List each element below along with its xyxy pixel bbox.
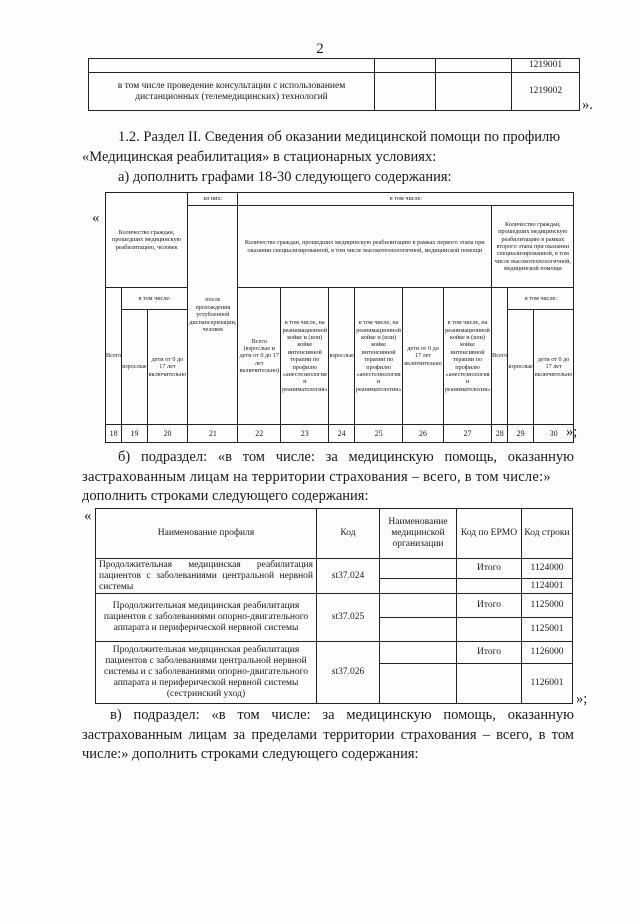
header-row-code: Код строки [522, 509, 573, 559]
item-v-w7: помощь, [443, 707, 496, 723]
item-b-w4: числе: [275, 449, 315, 465]
item-v2-w1: лицам [188, 727, 227, 743]
item-v2-w8: в [538, 727, 546, 743]
header-profile-name: Наименование профиля [96, 509, 317, 559]
profile-code-3: st37.026 [317, 642, 380, 704]
row-code-1124001: 1124001 [522, 579, 573, 594]
num-24: 24 [329, 424, 354, 442]
num-29: 29 [508, 424, 533, 442]
item-b-w2: «в [217, 449, 232, 465]
row-code-1125000: 1125000 [522, 594, 573, 618]
columns-table-open-quote: « [92, 210, 100, 226]
col19-header: взрослые [122, 310, 147, 424]
header-code: Код [317, 509, 380, 559]
section-heading-line1: 1.2. Раздел II. Сведения об оказании медицинской помощи по профилю [118, 129, 561, 145]
item-b-w1: подраздел: [140, 449, 208, 465]
table-row [96, 594, 573, 618]
profile-name-1: Продолжительная медицинская реабилитация пациентов с заболеваниями центральной нервной системы [96, 559, 317, 594]
item-b-line2: застрахованным лицам на территории страхования – всего, в том числе:» [82, 469, 551, 485]
section-heading-line2: «Медицинская реабилитация» в стационарных условиях: [82, 149, 437, 165]
col21-header: после прохождения углубленной диспансеризации, человек [188, 206, 238, 425]
item-b-w0: б) [118, 449, 131, 465]
col29-header: взрослые [508, 310, 533, 424]
item-v-w6: медицинскую [346, 707, 432, 723]
col25-header: в том числе, на реанимационной койке и (или) койке интенсивной терапии по профилю «анестезиология и реаниматология» [354, 288, 402, 425]
num-25: 25 [354, 424, 402, 442]
col19-20-group: в том числе: [122, 288, 188, 310]
top-table-close: ». [582, 97, 593, 113]
profile-name-3: Продолжительная медицинская реабилитация пациентов с заболеваниями центральной нервной системы и с заболеваниями опорно-двигательного аппарата и периферической нервной системы (сестринский уход) [96, 642, 317, 704]
profile-name-2: Продолжительная медицинская реабилитация пациентов с заболеваниями опорно-двигательного аппарата и периферической нервной системы [96, 594, 317, 642]
row-code-1125001: 1125001 [522, 618, 573, 642]
profile-table-close: »; [576, 691, 588, 707]
item-v-w4: числе: [271, 707, 311, 723]
item-v-w8: оказанную [507, 707, 574, 723]
columns-18-30-table [105, 192, 574, 443]
top-table [88, 58, 580, 111]
item-b-line3: дополнить строками следующего содержания: [82, 488, 369, 504]
row-code-1126001: 1126001 [522, 664, 573, 704]
profile-code-2: st37.025 [317, 594, 380, 642]
num-21: 21 [188, 424, 238, 442]
item-v2-w4: территории [323, 727, 395, 743]
row-code-1126000: 1126000 [522, 642, 573, 664]
item-v-line3: числе:» дополнить строками следующего содержания: [82, 746, 419, 762]
item-v2-w5: страхования [400, 727, 477, 743]
table-row [96, 559, 573, 579]
col26-header: дети от 0 до 17 лет включительно [403, 288, 444, 425]
num-30: 30 [533, 424, 574, 442]
col22-header: Всего (взрослые и дети от 0 до 17 лет включительно) [238, 288, 281, 425]
item-v-line1 [110, 706, 574, 725]
item-v2-w0: застрахованным [82, 727, 183, 743]
v-tom-chisle-top: в том числе: [238, 193, 574, 206]
header-org: Наименование медицинской организации [380, 509, 457, 559]
item-b-w6: медицинскую [348, 449, 434, 465]
row-code-1124000: 1124000 [522, 559, 573, 579]
columns-table-close: »; [566, 424, 578, 440]
col18-vsego: Всего [106, 288, 122, 425]
group-22-27-header: Количество граждан, прошедших медицинскую реабилитацию в рамках первого этапа при оказании специализированной, в том числе высокотехнологичной, медицинской помощи [238, 206, 492, 288]
profile-table-open-quote: « [84, 508, 92, 524]
num-20: 20 [147, 424, 188, 442]
num-19: 19 [122, 424, 147, 442]
col24-header: взрослые [329, 288, 354, 425]
num-26: 26 [403, 424, 444, 442]
item-b-w7: помощь, [444, 449, 497, 465]
itogo-1: Итого [457, 559, 522, 579]
item-v2-w6: – [482, 727, 490, 743]
num-27: 27 [443, 424, 491, 442]
num-23: 23 [281, 424, 329, 442]
profile-code-1: st37.024 [317, 559, 380, 594]
item-v-w3: том [237, 707, 260, 723]
item-v2-w9: том [551, 727, 574, 743]
item-v2-w3: пределами [251, 727, 318, 743]
item-b-w8: оказанную [507, 449, 574, 465]
itogo-3: Итого [457, 642, 522, 664]
item-v2-w7: всего, [496, 727, 533, 743]
code-1219001: 1219001 [512, 59, 580, 73]
table-row [96, 642, 573, 664]
item-v2-w2: за [233, 727, 246, 743]
item-b-w3: том [242, 449, 265, 465]
item-v-w0: в) [110, 707, 122, 723]
profile-table [95, 508, 573, 704]
itogo-2: Итого [457, 594, 522, 618]
iz-nih-label: из них: [188, 193, 238, 206]
item-v-w1: подраздел: [133, 707, 200, 723]
num-28: 28 [492, 424, 508, 442]
col29-30-group: в том числе: [508, 288, 574, 310]
col30-header: дети от 0 до 17 лет включительно [533, 310, 574, 424]
code-1219002: 1219002 [512, 73, 580, 111]
col27-header: в том числе, на реанимационной койке и (или) койке интенсивной терапии по профилю «анестезиология и реаниматология» [443, 288, 491, 425]
item-v-w5: за [322, 707, 335, 723]
num-22: 22 [238, 424, 281, 442]
item-b-line1 [118, 448, 574, 467]
page-number: 2 [316, 41, 324, 57]
group-28-30-header: Количество граждан, прошедших медицинскую реабилитацию в рамках второго этапа при оказании специализированной, в том числе высокотехнологичной, медицинской помощи [492, 206, 574, 288]
col23-header: в том числе, на реанимационной койке и (или) койке интенсивной терапии по профилю «анестезиология и реаниматология» [281, 288, 329, 425]
item-v-line2 [82, 726, 574, 745]
header-ermo: Код по ЕРМО [457, 509, 522, 559]
item-v-w2: «в [211, 707, 226, 723]
col20-header: дети от 0 до 17 лет включительно [147, 310, 188, 424]
item-b-w5: за [325, 449, 338, 465]
item-a: а) дополнить графами 18-30 следующего содержания: [118, 169, 452, 185]
col28-header: Всего [492, 288, 508, 425]
col18-group-header: Количество граждан, прошедших медицинскую реабилитацию, человек [106, 193, 188, 288]
num-18: 18 [106, 424, 122, 442]
telemedicine-consult-label: в том числе проведение консультации с использованием дистанционных (телемедицинских) технологий [89, 73, 375, 111]
